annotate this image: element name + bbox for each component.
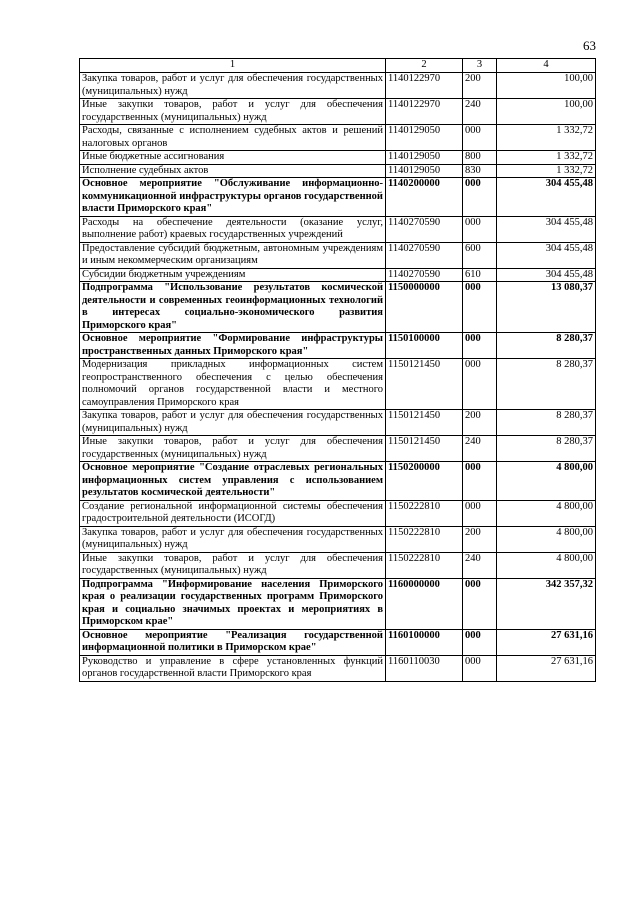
table-row bbox=[80, 500, 596, 526]
row-expense-type: 200 bbox=[463, 73, 497, 99]
row-amount: 304 455,48 bbox=[497, 178, 596, 217]
row-amount: 8 280,37 bbox=[497, 359, 596, 410]
row-expense-type: 240 bbox=[463, 552, 497, 578]
row-expense-type: 000 bbox=[463, 578, 497, 629]
row-expense-type: 200 bbox=[463, 410, 497, 436]
table-row bbox=[80, 99, 596, 125]
row-name: Иные закупки товаров, работ и услуг для обеспечения государственных (муниципальных) нужд bbox=[80, 436, 386, 462]
row-code: 1150222810 bbox=[386, 526, 463, 552]
row-code: 1150222810 bbox=[386, 500, 463, 526]
row-amount: 4 800,00 bbox=[497, 462, 596, 501]
row-name: Расходы на обеспечение деятельности (оказание услуг, выполнение работ) краевых государственных учреждений bbox=[80, 216, 386, 242]
row-name: Субсидии бюджетным учреждениям bbox=[80, 268, 386, 282]
row-code: 1150200000 bbox=[386, 462, 463, 501]
budget-table bbox=[79, 58, 596, 682]
row-amount: 4 800,00 bbox=[497, 500, 596, 526]
row-code: 1160100000 bbox=[386, 629, 463, 655]
row-name: Закупка товаров, работ и услуг для обеспечения государственных (муниципальных) нужд bbox=[80, 526, 386, 552]
row-amount: 13 080,37 bbox=[497, 282, 596, 333]
row-amount: 1 332,72 bbox=[497, 125, 596, 151]
row-name: Предоставление субсидий бюджетным, автономным учреждениям и иным некоммерческим организациям bbox=[80, 242, 386, 268]
row-name: Исполнение судебных актов bbox=[80, 164, 386, 178]
row-amount: 4 800,00 bbox=[497, 552, 596, 578]
row-amount: 100,00 bbox=[497, 73, 596, 99]
row-code: 1150121450 bbox=[386, 436, 463, 462]
row-name: Иные бюджетные ассигнования bbox=[80, 151, 386, 165]
row-name: Создание региональной информационной системы обеспечения градостроительной деятельности (ИСОГД) bbox=[80, 500, 386, 526]
row-code: 1140129050 bbox=[386, 125, 463, 151]
table-row bbox=[80, 655, 596, 681]
row-amount: 27 631,16 bbox=[497, 629, 596, 655]
row-code: 1150121450 bbox=[386, 410, 463, 436]
row-expense-type: 000 bbox=[463, 282, 497, 333]
row-code: 1140270590 bbox=[386, 242, 463, 268]
row-name: Иные закупки товаров, работ и услуг для обеспечения государственных (муниципальных) нужд bbox=[80, 99, 386, 125]
row-amount: 342 357,32 bbox=[497, 578, 596, 629]
table-header-row bbox=[80, 59, 596, 73]
row-name: Подпрограмма "Использование результатов космической деятельности и современных геоинформационных технологий в интересах социально-экономического развития Приморского края" bbox=[80, 282, 386, 333]
row-name: Закупка товаров, работ и услуг для обеспечения государственных (муниципальных) нужд bbox=[80, 410, 386, 436]
row-expense-type: 000 bbox=[463, 655, 497, 681]
table-row bbox=[80, 242, 596, 268]
row-expense-type: 240 bbox=[463, 99, 497, 125]
row-code: 1140122970 bbox=[386, 73, 463, 99]
table-row bbox=[80, 359, 596, 410]
table-row bbox=[80, 436, 596, 462]
table-row bbox=[80, 178, 596, 217]
table-row bbox=[80, 462, 596, 501]
column-header-amount: 4 bbox=[497, 59, 596, 73]
row-expense-type: 000 bbox=[463, 359, 497, 410]
row-code: 1160110030 bbox=[386, 655, 463, 681]
row-code: 1140270590 bbox=[386, 216, 463, 242]
row-name: Основное мероприятие "Формирование инфраструктуры пространственных данных Приморского края" bbox=[80, 333, 386, 359]
table-row bbox=[80, 629, 596, 655]
table-row bbox=[80, 73, 596, 99]
row-amount: 1 332,72 bbox=[497, 151, 596, 165]
row-expense-type: 000 bbox=[463, 333, 497, 359]
row-code: 1140200000 bbox=[386, 178, 463, 217]
row-name: Основное мероприятие "Создание отраслевых региональных информационных систем управления с использованием результатов космической деятельности" bbox=[80, 462, 386, 501]
row-expense-type: 610 bbox=[463, 268, 497, 282]
row-name: Иные закупки товаров, работ и услуг для обеспечения государственных (муниципальных) нужд bbox=[80, 552, 386, 578]
page-number: 63 bbox=[583, 38, 596, 53]
table-row bbox=[80, 151, 596, 165]
row-code: 1150121450 bbox=[386, 359, 463, 410]
row-code: 1150222810 bbox=[386, 552, 463, 578]
table-row bbox=[80, 164, 596, 178]
row-name: Закупка товаров, работ и услуг для обеспечения государственных (муниципальных) нужд bbox=[80, 73, 386, 99]
row-amount: 1 332,72 bbox=[497, 164, 596, 178]
row-expense-type: 000 bbox=[463, 629, 497, 655]
row-expense-type: 000 bbox=[463, 462, 497, 501]
row-amount: 304 455,48 bbox=[497, 242, 596, 268]
row-expense-type: 240 bbox=[463, 436, 497, 462]
row-amount: 8 280,37 bbox=[497, 410, 596, 436]
row-amount: 4 800,00 bbox=[497, 526, 596, 552]
row-code: 1140129050 bbox=[386, 164, 463, 178]
column-header-name: 1 bbox=[80, 59, 386, 73]
table-row bbox=[80, 578, 596, 629]
row-expense-type: 600 bbox=[463, 242, 497, 268]
row-amount: 8 280,37 bbox=[497, 333, 596, 359]
row-amount: 27 631,16 bbox=[497, 655, 596, 681]
row-name: Расходы, связанные с исполнением судебных актов и решений налоговых органов bbox=[80, 125, 386, 151]
column-header-code: 2 bbox=[386, 59, 463, 73]
row-name: Основное мероприятие "Реализация государственной информационной политики в Приморском крае" bbox=[80, 629, 386, 655]
row-code: 1140129050 bbox=[386, 151, 463, 165]
row-code: 1150100000 bbox=[386, 333, 463, 359]
table-row bbox=[80, 268, 596, 282]
row-amount: 304 455,48 bbox=[497, 216, 596, 242]
table-row bbox=[80, 410, 596, 436]
row-code: 1140122970 bbox=[386, 99, 463, 125]
row-name: Подпрограмма "Информирование населения Приморского края о реализации государственных программ Приморского края и социально значимых проектах и мероприятиях в Приморском крае" bbox=[80, 578, 386, 629]
table-row bbox=[80, 125, 596, 151]
row-name: Модернизация прикладных информационных систем геопространственного обеспечения с целью обеспечения полномочий органов государственной власти и местного самоуправления Приморского края bbox=[80, 359, 386, 410]
row-code: 1160000000 bbox=[386, 578, 463, 629]
row-expense-type: 200 bbox=[463, 526, 497, 552]
row-expense-type: 800 bbox=[463, 151, 497, 165]
row-expense-type: 000 bbox=[463, 216, 497, 242]
row-amount: 100,00 bbox=[497, 99, 596, 125]
row-code: 1140270590 bbox=[386, 268, 463, 282]
table-row bbox=[80, 526, 596, 552]
row-amount: 304 455,48 bbox=[497, 268, 596, 282]
row-name: Основное мероприятие "Обслуживание информационно-коммуникационной инфраструктуры органов государственной власти Приморского края" bbox=[80, 178, 386, 217]
table-row bbox=[80, 552, 596, 578]
row-expense-type: 830 bbox=[463, 164, 497, 178]
table-row bbox=[80, 282, 596, 333]
table-row bbox=[80, 333, 596, 359]
row-expense-type: 000 bbox=[463, 125, 497, 151]
row-expense-type: 000 bbox=[463, 178, 497, 217]
table-row bbox=[80, 216, 596, 242]
row-expense-type: 000 bbox=[463, 500, 497, 526]
row-name: Руководство и управление в сфере установленных функций органов государственной власти Приморского края bbox=[80, 655, 386, 681]
row-code: 1150000000 bbox=[386, 282, 463, 333]
column-header-expense-type: 3 bbox=[463, 59, 497, 73]
row-amount: 8 280,37 bbox=[497, 436, 596, 462]
table-body bbox=[80, 73, 596, 682]
